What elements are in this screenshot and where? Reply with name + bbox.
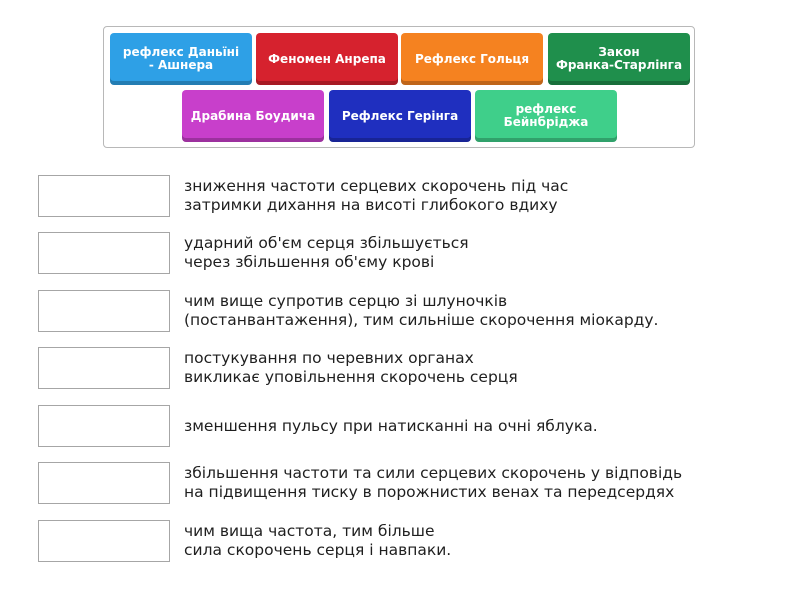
tile-anrep-phenomenon[interactable] <box>256 33 398 85</box>
tile-goltz-reflex[interactable] <box>401 33 543 85</box>
drop-zone-1[interactable] <box>38 175 170 217</box>
drop-zone-2[interactable] <box>38 232 170 274</box>
tile-bainbridge-reflex[interactable] <box>475 90 617 142</box>
clue-7: чим вища частота, тим більше сила скорочень серця і навпаки. <box>184 522 452 559</box>
answer-bank <box>103 26 695 148</box>
tile-frank-starling-law[interactable] <box>548 33 690 85</box>
drop-zone-7[interactable] <box>38 520 170 562</box>
clue-3: чим вище супротив серцю зі шлуночків (постанвантаження), тим сильніше скорочення міокарду. <box>184 292 659 329</box>
tile-danyini-ashner-reflex[interactable] <box>110 33 252 85</box>
tile-label: Драбина Боудича <box>190 108 316 123</box>
tile-hering-reflex[interactable] <box>329 90 471 142</box>
clue-1: зниження частоти серцевих скорочень під час затримки дихання на висоті глибокого вдиху <box>184 177 569 214</box>
clue-2: ударний об'єм серця збільшується через збільшення об'єму крові <box>184 234 469 271</box>
drop-zone-5[interactable] <box>38 405 170 447</box>
drop-zone-3[interactable] <box>38 290 170 332</box>
tile-label: Закон Франка-Старлінга <box>555 45 683 72</box>
tile-label: Феномен Анрепа <box>268 51 386 66</box>
tile-label: рефлекс Бейнбріджа <box>503 102 589 129</box>
tile-label: Рефлекс Гольця <box>414 51 530 66</box>
clue-4: постукування по черевних органах викликає уповільнення скорочень серця <box>184 349 518 386</box>
tile-label: рефлекс Даньїні - Ашнера <box>122 45 240 72</box>
drop-zone-6[interactable] <box>38 462 170 504</box>
clue-5: зменшення пульсу при натисканні на очні яблука. <box>184 417 598 435</box>
tile-label: Рефлекс Герінга <box>341 108 459 123</box>
clue-6: збільшення частоти та сили серцевих скорочень у відповідь на підвищення тиску в порожнистих венах та передсердях <box>184 464 683 501</box>
tile-bowditch-staircase[interactable] <box>182 90 324 142</box>
drop-zone-4[interactable] <box>38 347 170 389</box>
